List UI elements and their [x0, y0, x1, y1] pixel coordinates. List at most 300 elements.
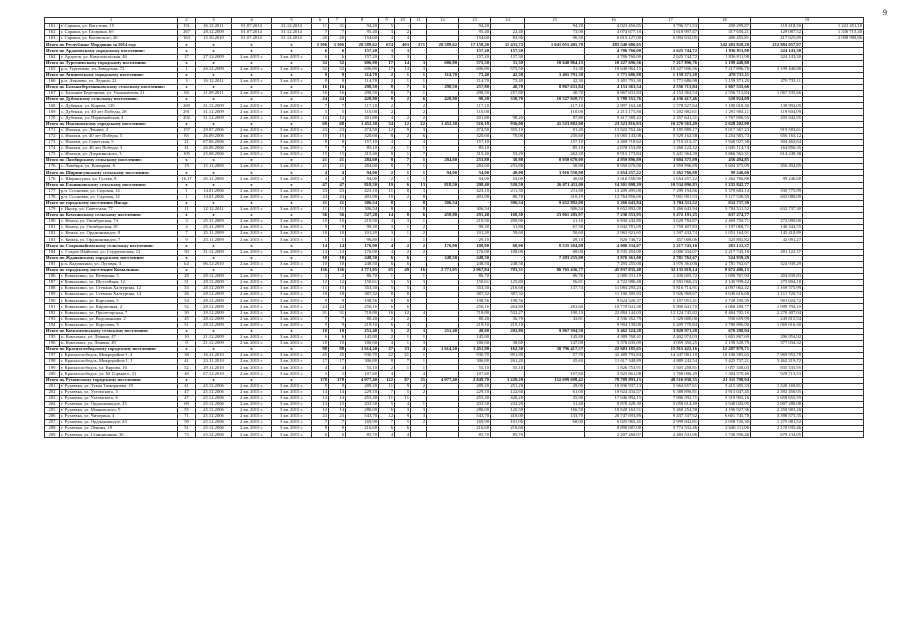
table-cell: 1: [178, 188, 196, 194]
table-cell: 85,70: [459, 432, 491, 438]
table-cell: 83: [178, 133, 196, 139]
table-cell: 185: [45, 261, 60, 267]
table-cell: 1 235 842,77: [699, 182, 751, 188]
table-cell: 3 кв. 2015 г.: [272, 176, 312, 182]
table-cell: р.п. Сосновка, ул. Садовая, 14: [60, 188, 178, 194]
table-cell: 31: [312, 310, 329, 316]
table-cell: 7: [312, 30, 329, 36]
table-cell: 936,00: [491, 121, 525, 127]
table-cell: с. Кемля, ул. Орджоникидзе, 7: [60, 237, 178, 243]
table-cell: 21: [312, 158, 329, 164]
table-cell: 6: [312, 432, 329, 438]
table-cell: 2 457 641,51: [643, 115, 699, 121]
table-cell: 25.12.2006: [196, 408, 232, 414]
table-cell: 3 704 511,52: [699, 206, 751, 212]
table-cell: 3 кв. 2015 г.: [272, 194, 312, 200]
table-cell: 4 389 768,41: [585, 334, 643, 340]
table-cell: 23.11.2010: [196, 359, 232, 365]
table-cell: 3 кв. 2015 г.: [272, 414, 312, 420]
table-cell: 32: [312, 66, 329, 72]
table-cell: 10 534 096,83: [643, 182, 699, 188]
table-cell: 9 967 394,50: [525, 328, 585, 334]
table-cell: 306,54: [491, 200, 525, 206]
table-cell: x: [178, 267, 196, 273]
table-cell: 2 625 744,72: [643, 54, 699, 60]
table-cell: 298,50: [459, 91, 491, 97]
table-cell: 28.12.2009: [196, 286, 232, 292]
table-cell: 25.12.2006: [196, 420, 232, 426]
table-cell: x: [272, 347, 312, 353]
table-cell: x: [232, 243, 272, 249]
table-cell: 9: [312, 225, 329, 231]
table-cell: 216,60: [491, 286, 525, 292]
table-cell: 936,70: [346, 353, 379, 359]
table-cell: 191: [45, 304, 60, 310]
table-cell: 31.12.2014: [272, 30, 312, 36]
table-cell: 42,30: [491, 72, 525, 78]
table-cell: 286,00: [459, 408, 491, 414]
table-cell: 298,40: [459, 182, 491, 188]
table-cell: 2 402 974,03: [643, 334, 699, 340]
table-cell: 28.12.2009: [196, 280, 232, 286]
table-cell: 7 293 255,00: [525, 255, 585, 261]
table-cell: 5 319 903,16: [699, 395, 751, 401]
table-cell: 50,60: [525, 231, 585, 237]
table-cell: 164 856,35: [751, 145, 803, 151]
table-cell: 1 275 081,52: [751, 420, 803, 426]
table-cell: x: [178, 158, 196, 164]
table-cell: 1: [395, 365, 411, 371]
table-cell: 2 кв. 2015 г.: [232, 164, 272, 170]
table-cell: 7: [329, 30, 346, 36]
table-cell: 4 959 896,89: [643, 164, 699, 170]
table-cell: 21: [178, 139, 196, 145]
table-cell: 8: [379, 292, 395, 298]
table-cell: 2: [395, 30, 411, 36]
table-cell: 1 159 371,20: [699, 78, 751, 84]
table-cell: 3 780 896,90: [699, 322, 751, 328]
table-cell: 68,00: [525, 420, 585, 426]
table-cell: 2: [379, 316, 395, 322]
table-cell: 8 672 496,15: [699, 267, 751, 273]
table-cell: 54,00: [459, 170, 491, 176]
table-cell: 1 920 927,38: [699, 139, 751, 145]
table-cell: с. Дубенки, ул. 40 лет Победы, 28: [60, 109, 178, 115]
table-cell: 420,20: [491, 395, 525, 401]
table-cell: -: [427, 48, 459, 54]
table-cell: 31,30: [525, 66, 585, 72]
table-cell: 161: [45, 24, 60, 30]
table-cell: 114,70: [346, 72, 379, 78]
table-cell: 6 830 242,80: [585, 219, 643, 225]
table-cell: 8: [411, 194, 427, 200]
table-cell: 3: [379, 30, 395, 36]
table-cell: x: [178, 243, 196, 249]
table-cell: 3 кв. 2015 г.: [272, 298, 312, 304]
table-cell: 41 523 882,00: [525, 121, 585, 127]
table-cell: 72,40: [491, 78, 525, 84]
table-cell: 2 678 153,80: [585, 145, 643, 151]
table-cell: 674: [379, 42, 395, 48]
table-cell: x: [272, 97, 312, 103]
table-cell: 253,80: [491, 164, 525, 170]
table-cell: 602 080,09: [751, 194, 803, 200]
table-cell: 3 976 361,00: [585, 255, 643, 261]
table-cell: р.п. Сосновка, ул. Садовая, 12: [60, 194, 178, 200]
table-cell: 14: [312, 243, 329, 249]
table-cell: 195: [45, 334, 60, 340]
table-cell: -: [395, 24, 411, 30]
table-cell: x: [196, 170, 232, 176]
table-cell: 1: [395, 170, 411, 176]
table-cell: 8 950 670,00: [525, 158, 585, 164]
table-cell: x: [196, 255, 232, 261]
table-cell: x: [232, 328, 272, 334]
table-cell: 28,00: [525, 383, 585, 389]
table-cell: 204 839,83: [751, 273, 803, 279]
table-cell: 17: [379, 60, 395, 66]
table-cell: 98: [329, 347, 346, 353]
table-cell: 2: [379, 78, 395, 84]
table-cell: 165: [45, 66, 60, 72]
table-cell: 3 кв. 2015 г.: [272, 273, 312, 279]
table-cell: x: [178, 60, 196, 66]
table-cell: 1 291 904,11: [699, 109, 751, 115]
table-cell: 5 017 367,23: [699, 127, 751, 133]
table-cell: 284,60: [427, 158, 459, 164]
table-cell: x: [272, 182, 312, 188]
table-cell: 6: [329, 48, 346, 54]
table-cell: 2 кв. 2015 г.: [232, 286, 272, 292]
table-cell: 5: [379, 286, 395, 292]
table-cell: 1: [395, 72, 411, 78]
table-cell: 2 771,05: [427, 267, 459, 273]
table-cell: 152 699 608,42: [525, 377, 585, 383]
table-cell: 36: [312, 213, 329, 219]
table-cell: 15: [312, 152, 329, 158]
table-cell: 2: [395, 194, 411, 200]
table-cell: 29,10: [459, 237, 491, 243]
table-cell: 284,60: [346, 158, 379, 164]
table-cell: 10: [312, 261, 329, 267]
table-cell: п. Комсомол, ул. Ленина, 49: [60, 340, 178, 346]
table-cell: 95,40: [346, 30, 379, 36]
table-cell: x: [196, 267, 232, 273]
table-cell: 5: [379, 401, 395, 407]
table-cell: 12: [395, 121, 411, 127]
table-cell: 176,00: [346, 243, 379, 249]
table-cell: 2 771,05: [346, 267, 379, 273]
table-cell: 101,20: [459, 231, 491, 237]
table-cell: 8: [379, 85, 395, 91]
table-cell: 6: [379, 426, 395, 432]
table-cell: 1 069 016,30: [751, 322, 803, 328]
row-label: Итого по Большеберезниковскому сельскому поселению:: [45, 85, 178, 91]
table-cell: 9: [329, 225, 346, 231]
table-cell: 8: [379, 200, 395, 206]
table-cell: 2 кв. 2015 г.: [232, 127, 272, 133]
table-cell: 1: [395, 225, 411, 231]
table-cell: 232,20: [491, 401, 525, 407]
table-cell: 6 601 745,78: [699, 414, 751, 420]
table-cell: 4: [379, 219, 395, 225]
table-cell: 94,00: [346, 176, 379, 182]
row-label: Итого по Старошайговскому сельскому поселению:: [45, 243, 178, 249]
table-cell: 2: [379, 109, 395, 115]
row-label: Итого по городскому поселению Инсар:: [45, 200, 178, 206]
table-cell: x: [232, 347, 272, 353]
table-cell: 157,20: [346, 48, 379, 54]
table-cell: 632 737,30: [699, 200, 751, 206]
table-cell: 11: [379, 383, 395, 389]
table-cell: 11: [329, 206, 346, 212]
table-cell: 129 087,52: [751, 30, 803, 36]
table-cell: 4 153 363,54: [643, 91, 699, 97]
table-cell: 3 кв. 2015 г.: [272, 316, 312, 322]
table-cell: 200: [45, 371, 60, 377]
table-cell: 16 270 563,49: [643, 121, 699, 127]
table-cell: 157,20: [346, 54, 379, 60]
table-cell: 614 248,38: [751, 152, 803, 158]
table-cell: 5 187 051,41: [643, 298, 699, 304]
table-cell: 99 246,60: [751, 176, 803, 182]
table-cell: 355,10: [491, 127, 525, 133]
table-cell: с. Лямбирь, ул. Комарова, 6: [60, 164, 178, 170]
table-cell: р.п. Тургенево, ул. Заводская, 72: [60, 66, 178, 72]
table-cell: 306,54: [459, 206, 491, 212]
table-cell: 263,60: [525, 304, 585, 310]
table-cell: 6 004 632,05: [643, 36, 699, 42]
table-cell: 120,50: [491, 408, 525, 414]
table-cell: 40,70: [525, 91, 585, 97]
table-cell: 4 959 896,89: [585, 158, 643, 164]
table-cell: 50 796 417,57: [525, 347, 585, 353]
table-cell: 12.12.2011: [196, 206, 232, 212]
table-cell: 919 583,61: [751, 127, 803, 133]
table-cell: 14: [312, 249, 329, 255]
table-cell: г. Ковылкино, ул. Шоссейная, 12: [60, 280, 178, 286]
table-cell: 157,30: [491, 48, 525, 54]
table-cell: 3: [411, 328, 427, 334]
table-cell: 190,13: [525, 310, 585, 316]
table-cell: с. Дубенки, ул. Первомайская, 4: [60, 115, 178, 121]
table-cell: 3: [178, 219, 196, 225]
table-cell: 1 836 811,98: [699, 48, 751, 54]
table-cell: 68,00: [491, 243, 525, 249]
table-cell: 204: [45, 401, 60, 407]
table-cell: 87: [395, 377, 411, 383]
row-label: Итого по Краснослободскому городскому поселению:: [45, 347, 178, 353]
table-cell: 7: [395, 85, 411, 91]
table-cell: 53: [178, 286, 196, 292]
table-cell: 4: [395, 401, 411, 407]
table-cell: 2 кв. 2015 г.: [232, 91, 272, 97]
table-cell: 25.12.2006: [196, 401, 232, 407]
table-cell: 6: [395, 426, 411, 432]
table-cell: 2 536 352,79: [585, 316, 643, 322]
table-cell: 55,10: [459, 365, 491, 371]
table-cell: x: [178, 121, 196, 127]
table-cell: 1: [411, 401, 427, 407]
table-cell: 49 516 030,35: [643, 377, 699, 383]
table-cell: 14 347 981,10: [643, 353, 699, 359]
table-cell: 1 329 680,00: [643, 316, 699, 322]
table-cell: 5 460 254,58: [643, 408, 699, 414]
table-cell: 2 849,70: [459, 377, 491, 383]
table-cell: 410,00: [491, 414, 525, 420]
table-cell: x: [178, 200, 196, 206]
table-cell: x: [196, 328, 232, 334]
table-cell: 3 704 511,52: [643, 200, 699, 206]
table-cell: 198,56: [346, 298, 379, 304]
table-cell: 4: [411, 347, 427, 353]
table-cell: 13 209 495,00: [585, 188, 643, 194]
table-cell: 56,81: [525, 280, 585, 286]
table-cell: x: [272, 243, 312, 249]
table-cell: п. Комсомол, ул. Ленина, 47: [60, 334, 178, 340]
table-cell: 2 963 821,65: [585, 231, 643, 237]
table-cell: 7: [379, 420, 395, 426]
table-cell: 251,20: [491, 383, 525, 389]
table-cell: 117,10: [346, 103, 379, 109]
table-cell: 31.12.2009: [196, 109, 232, 115]
table-cell: 13 922 762,46: [585, 127, 643, 133]
table-cell: 8: [312, 139, 329, 145]
table-cell: 23: [312, 414, 329, 420]
table-cell: 5 388 896,81: [643, 389, 699, 395]
table-cell: 157,20: [459, 48, 491, 54]
table-cell: 23: [329, 127, 346, 133]
table-cell: 2 кв. 2015 г.: [232, 194, 272, 200]
table-cell: 30,80: [525, 164, 585, 170]
table-cell: 306,54: [346, 206, 379, 212]
table-cell: 272 090,00: [751, 219, 803, 225]
table-cell: 1 836 811,98: [699, 54, 751, 60]
table-cell: 2 кв. 2015 г.: [232, 176, 272, 182]
table-cell: 14: [312, 395, 329, 401]
table-cell: 3 825 661,08: [585, 371, 643, 377]
table-cell: 14: [312, 389, 329, 395]
table-cell: 202,80: [491, 328, 525, 334]
table-cell: 197: [45, 353, 60, 359]
table-cell: 3 кв. 2015 г.: [272, 365, 312, 371]
table-cell: 6: [312, 54, 329, 60]
table-cell: 12 764 856,00: [585, 194, 643, 200]
header-cell: 17: [643, 18, 699, 24]
table-cell: x: [196, 97, 232, 103]
table-cell: г. Рузаевка, ул. Станционная, 36: [60, 432, 178, 438]
table-cell: 176,00: [346, 249, 379, 255]
table-cell: 211,30: [491, 188, 525, 194]
table-cell: 25.12.2006: [196, 432, 232, 438]
table-cell: 10: [329, 328, 346, 334]
table-cell: 7: [312, 103, 329, 109]
table-cell: 2: [395, 328, 411, 334]
table-cell: x: [272, 60, 312, 66]
row-label: Итого по Тургеневскому городскому поселению:: [45, 60, 178, 66]
table-cell: 1 159 371,20: [643, 72, 699, 78]
table-cell: 330,70: [491, 97, 525, 103]
table-cell: 169,90: [346, 420, 379, 426]
table-cell: 21,10: [525, 219, 585, 225]
table-cell: 1: [312, 237, 329, 243]
table-cell: 133,70: [525, 414, 585, 420]
table-cell: 18: [312, 292, 329, 298]
table-cell: 7: [395, 359, 411, 365]
table-cell: 2: [395, 316, 411, 322]
table-cell: 105: [178, 152, 196, 158]
table-cell: 101,90: [491, 420, 525, 426]
table-cell: 2 кв. 2015 г.: [232, 371, 272, 377]
table-cell: 1 000 767,93: [699, 273, 751, 279]
table-cell: -: [525, 48, 585, 54]
table-cell: 6: [395, 261, 411, 267]
table-cell: 183: [45, 237, 60, 243]
table-cell: 5: [395, 286, 411, 292]
table-cell: x: [196, 182, 232, 188]
table-cell: 78 789 893,15: [585, 377, 643, 383]
table-cell: 25.11.2009: [196, 225, 232, 231]
table-cell: 4: [411, 371, 427, 377]
table-cell: 2 кв. 2015 г.: [232, 237, 272, 243]
table-cell: 34: [379, 121, 395, 127]
table-cell: 2 628 202,08: [699, 121, 751, 127]
table-cell: 2 897 163,48: [585, 103, 643, 109]
table-cell: 4 196 927,36: [699, 408, 751, 414]
table-cell: 5: [329, 371, 346, 377]
table-cell: 3 кв. 2015 г.: [272, 206, 312, 212]
table-cell: 180,60: [459, 340, 491, 346]
table-cell: 3 016 550,90: [525, 170, 585, 176]
table-cell: 423,10: [346, 188, 379, 194]
table-cell: 298,50: [346, 85, 379, 91]
table-cell: 217 025,89: [751, 36, 803, 42]
table-cell: 2: [395, 243, 411, 249]
header-cell: 6: [312, 18, 329, 24]
table-cell: с. Большие Березники, ул. Ульяновская, 21: [60, 91, 178, 97]
table-cell: 718,80: [459, 310, 491, 316]
table-cell: 68: [329, 121, 346, 127]
table-cell: 3 кв. 2015 г.: [272, 219, 312, 225]
table-cell: 1: [395, 334, 411, 340]
table-cell: 67,30: [525, 225, 585, 231]
table-cell: 15: [329, 152, 346, 158]
table-cell: 28.12.2009: [196, 298, 232, 304]
table-cell: 1 452,38: [346, 121, 379, 127]
table-cell: г. Саракш, ул. Гагарина, 6б: [60, 30, 178, 36]
table-cell: 17 046 894,15: [585, 395, 643, 401]
table-cell: 3: [395, 408, 411, 414]
table-cell: 3: [411, 340, 427, 346]
table-cell: 12: [395, 310, 411, 316]
table-cell: 110,00: [525, 109, 585, 115]
table-cell: 10 227 696,56: [585, 60, 643, 66]
table-cell: x: [232, 170, 272, 176]
table-cell: x: [196, 48, 232, 54]
table-cell: 31,30: [491, 60, 525, 66]
table-cell: 206: [45, 414, 60, 420]
table-cell: 2: [411, 383, 427, 389]
table-cell: 9: [178, 237, 196, 243]
table-cell: 201: [45, 383, 60, 389]
table-cell: 216,60: [459, 426, 491, 432]
header-cell: 1: [45, 18, 178, 24]
table-cell: 1 067 535,66: [699, 85, 751, 91]
header-cell: 11: [411, 18, 427, 24]
table-cell: 28 589,62: [427, 42, 459, 48]
table-cell: 262,20: [525, 152, 585, 158]
table-cell: 4: [178, 225, 196, 231]
